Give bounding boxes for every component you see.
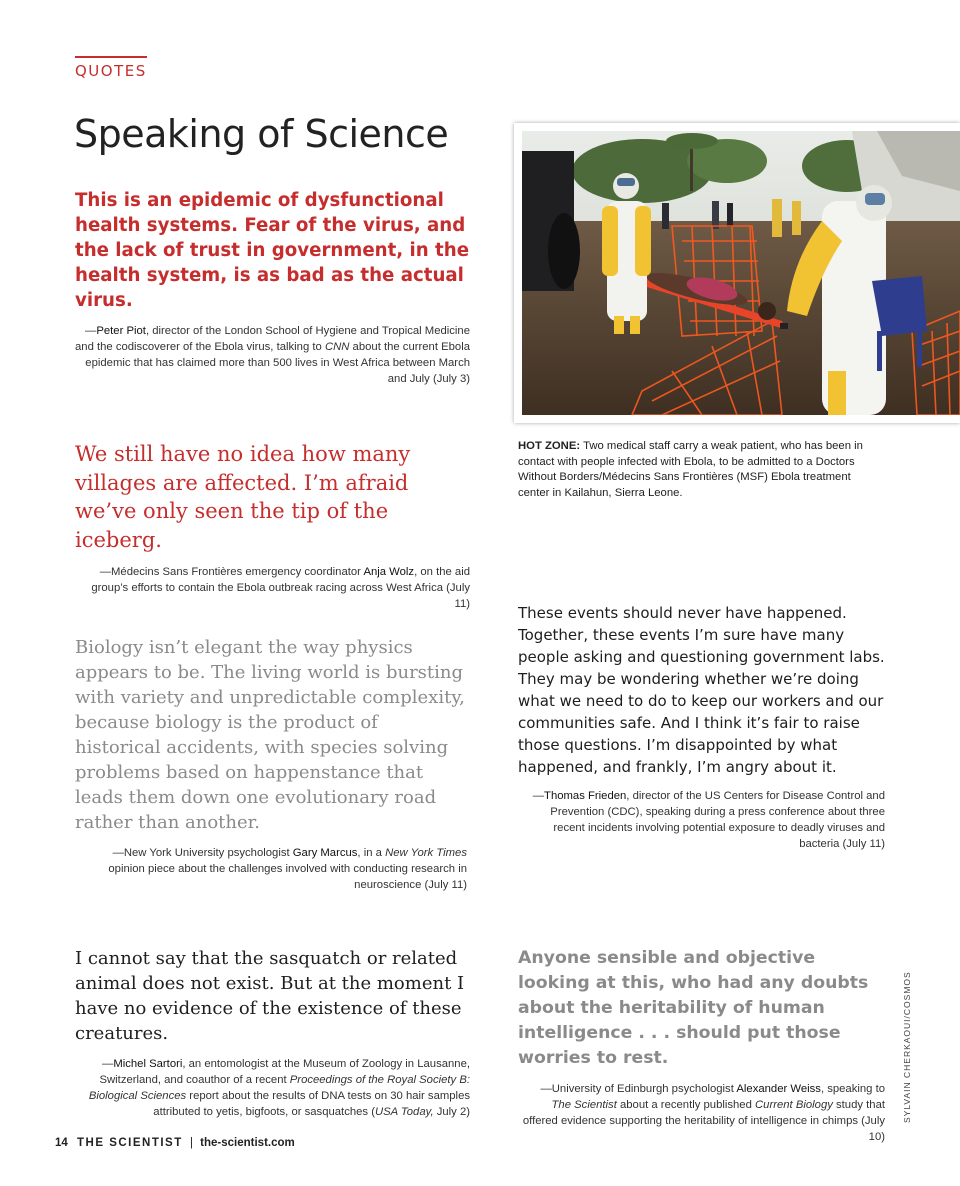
photo-credit-text: SYLVAIN CHERKAOUI/COSMOS [902, 971, 912, 1123]
ebola-photo [514, 123, 960, 423]
page-title: Speaking of Science [74, 112, 449, 156]
attribution-text: about a recently published [616, 1099, 756, 1111]
speaker-name: Anja Wolz [363, 566, 415, 578]
attribution-text: , an entomologist at the Museum of Zoology in Lausanne, Switzerland, and coauthor of a recent [99, 1058, 470, 1086]
website-url: the-scientist.com [200, 1137, 295, 1149]
source-title: USA Today, [374, 1106, 434, 1118]
attribution-text: study that offered evidence supporting the heritability of intelligence in chimps (July 10) [522, 1099, 885, 1143]
quote-attribution [75, 845, 467, 893]
quote-text: Anyone sensible and objective looking at this, who had any doubts about the heritability of human intelligence . . . should put those worries to rest. [518, 948, 869, 1068]
attribution-text: , speaking to [820, 1083, 885, 1095]
attribution-prefix: — [532, 790, 545, 802]
attribution-prefix: — [85, 325, 97, 337]
attribution-text: , director of the US Centers for Disease Control and Prevention (CDC), speaking during a press conference about three recent incidents involving potential exposure to deadly viruses and bacteria (July 11) [550, 790, 885, 850]
quote-weiss [518, 946, 885, 1145]
quote-text: I cannot say that the sasquatch or related animal does not exist. But at the moment I have no evidence of the existence of these creatures. [75, 948, 465, 1044]
quote-attribution [75, 1056, 470, 1120]
magazine-name: THE SCIENTIST [77, 1137, 183, 1149]
section-label: QUOTES [75, 62, 147, 80]
quote-wolz [75, 440, 470, 612]
page-number: 14 [55, 1137, 68, 1149]
quote-attribution [518, 1081, 885, 1145]
quote-attribution [75, 323, 470, 387]
attribution-text: , director of the London School of Hygiene and Tropical Medicine and the codiscoverer of the Ebola virus, talking to [75, 325, 470, 353]
attribution-text: , on the aid group’s efforts to contain the Ebola outbreak racing across West Africa (July 11) [91, 566, 470, 610]
source-title: Current Biology [755, 1099, 833, 1111]
section-rule [75, 56, 147, 58]
speaker-name: Alexander Weiss [736, 1083, 821, 1095]
quote-marcus [75, 635, 467, 893]
attribution-text: opinion piece about the challenges involved with conducting research in neuroscience (July 11) [108, 863, 467, 891]
ebola-treatment-photo-illustration [522, 131, 960, 415]
quote-text: We still have no idea how many villages are affected. I’m afraid we’ve only seen the tip of the iceberg. [75, 442, 411, 552]
page-footer [55, 1137, 295, 1149]
quote-piot [75, 188, 470, 387]
caption-text: Two medical staff carry a weak patient, who has been in contact with people infected with Ebola, to be admitted to a Doctors Without Borders/Médecins Sans Frontières (MSF) Ebola treatment center in Kailahun, Sierra Leone. [518, 440, 863, 499]
speaker-name: Michel Sartori [113, 1058, 183, 1070]
source-title: New York Times [385, 847, 467, 859]
attribution-text: , in a [357, 847, 386, 859]
quote-text: This is an epidemic of dysfunctional health systems. Fear of the virus, and the lack of trust in government, in the health system, is as bad as the actual virus. [75, 190, 470, 311]
quote-frieden [518, 602, 885, 852]
quote-attribution [518, 788, 885, 852]
source-title: Proceedings of the Royal Society B: Biological Sciences [88, 1074, 470, 1102]
quote-text: Biology isn’t elegant the way physics appears to be. The living world is bursting with variety and unpredictable complexity, because biology is the product of historical accidents, with species solving problems based on happenstance that leads them down one evolutionary road rather than another. [75, 637, 465, 833]
attribution-text: July 2) [433, 1106, 470, 1118]
attribution-text: about the current Ebola epidemic that has claimed more than 500 lives in West Africa between March and July (July 3) [85, 341, 471, 385]
attribution-prefix: —University of Edinburgh psychologist [540, 1083, 737, 1095]
speaker-name: Gary Marcus [292, 847, 358, 859]
attribution-prefix: — [102, 1058, 114, 1070]
attribution-text: report about the results of DNA tests on 30 hair samples attributed to yetis, bigfoots, or sasquatches ( [153, 1090, 470, 1118]
quote-sartori [75, 946, 470, 1120]
source-title: CNN [324, 341, 350, 353]
quote-attribution [75, 564, 470, 612]
source-title: The Scientist [551, 1099, 617, 1111]
footer-separator: | [189, 1137, 193, 1149]
quote-text: These events should never have happened. Together, these events I’m sure have many people asking and questioning government labs. They may be wondering whether we’re doing what we need to do to keep our workers and our communities safe. And I think it’s fair to raise those questions. I’m disappointed by what happened, and frankly, I’m angry about it. [518, 604, 885, 776]
photo-caption [518, 439, 878, 501]
speaker-name: Peter Piot [96, 325, 146, 337]
attribution-prefix: —New York University psychologist [112, 847, 293, 859]
attribution-prefix: —Médecins Sans Frontières emergency coordinator [99, 566, 364, 578]
caption-lead: HOT ZONE: [518, 440, 581, 452]
speaker-name: Thomas Frieden [544, 790, 627, 802]
photo-credit [902, 963, 916, 1123]
